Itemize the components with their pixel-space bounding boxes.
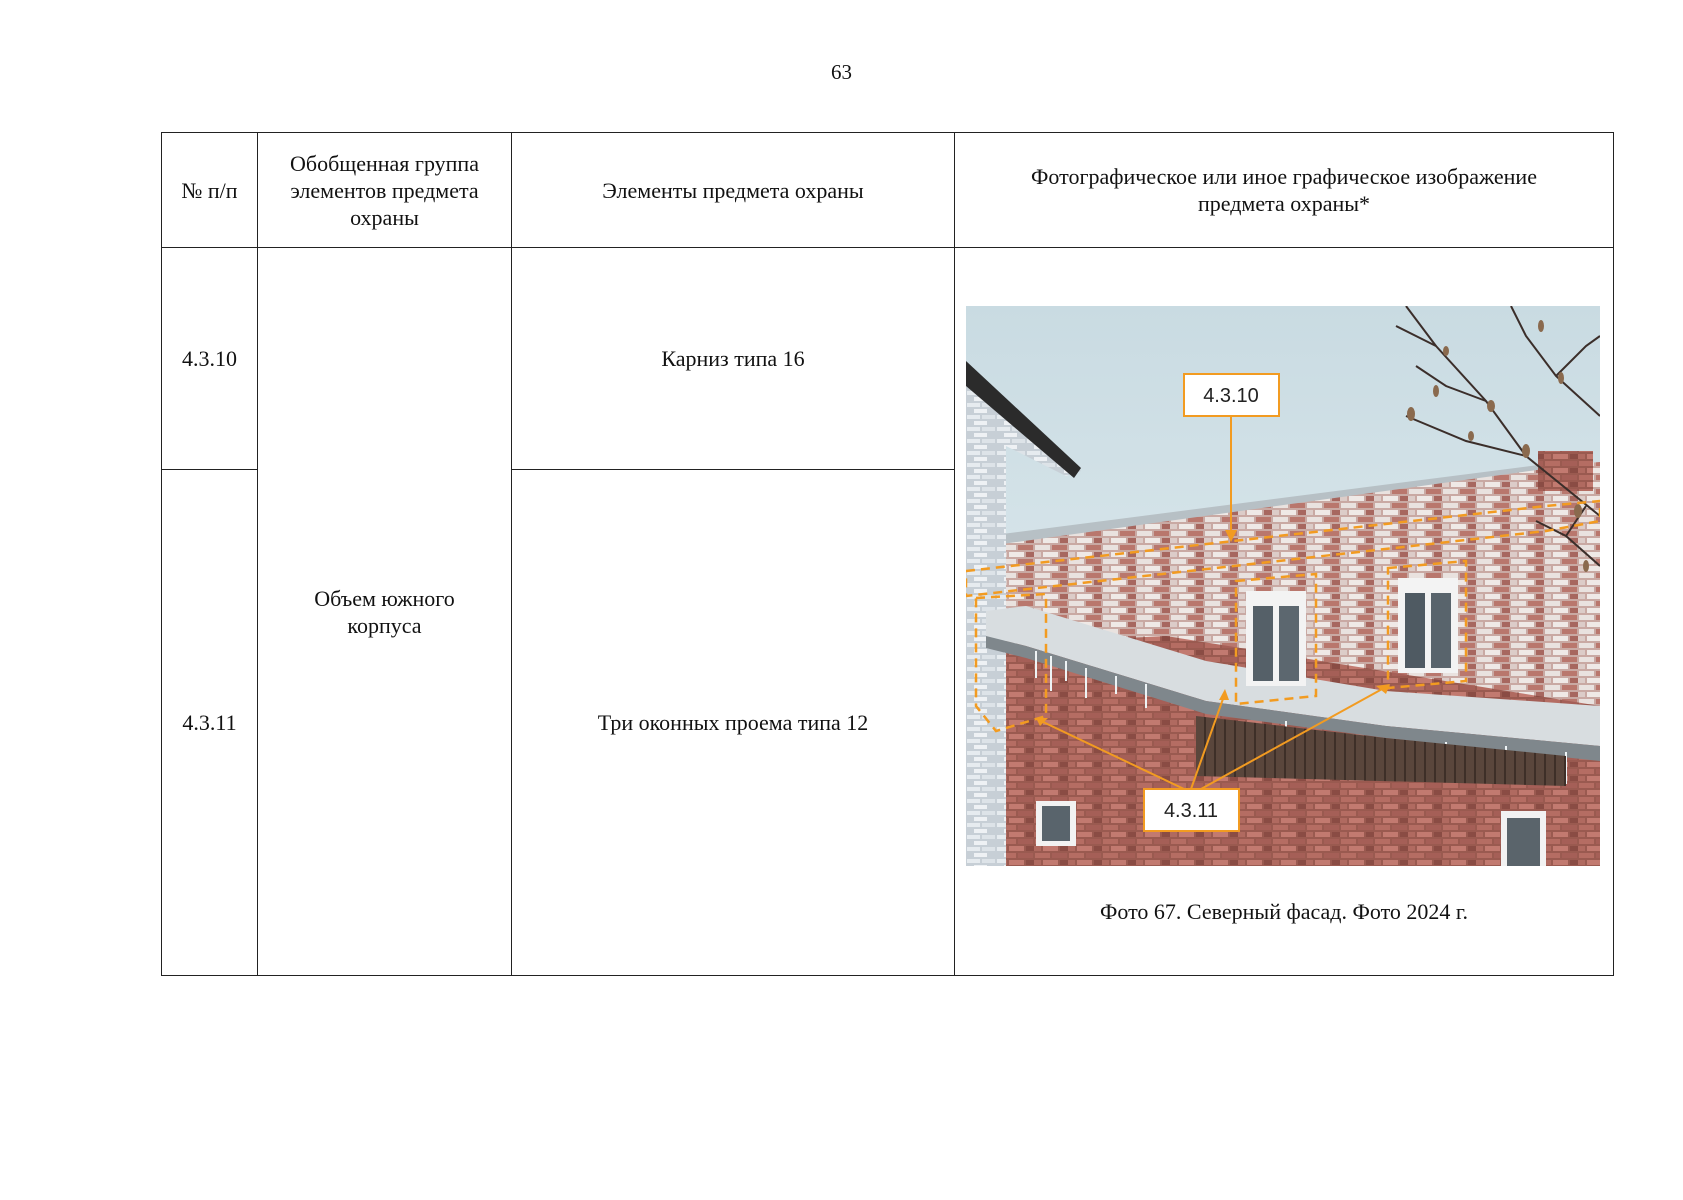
photo-cell <box>955 248 1614 976</box>
row-element: Карниз типа 16 <box>512 248 955 470</box>
header-num: № п/п <box>162 133 258 248</box>
header-elements: Элементы предмета охраны <box>512 133 955 248</box>
table-row <box>162 248 1614 470</box>
callout-label-4-3-10: 4.3.10 <box>1203 385 1259 407</box>
row-num: 4.3.11 <box>162 470 258 976</box>
row-element: Три оконных проема типа 12 <box>512 470 955 976</box>
callout-label-4-3-11: 4.3.11 <box>1163 800 1219 822</box>
row-num: 4.3.10 <box>162 248 258 470</box>
header-group: Обобщенная группа элементов предмета охраны <box>258 133 512 248</box>
page-number: 63 <box>831 60 852 84</box>
table-header-row <box>162 133 1614 248</box>
group-name: Объем южного корпуса <box>258 248 512 976</box>
header-image: Фотографическое или иное графическое изображение предмета охраны* <box>955 133 1614 248</box>
facade-photo <box>966 306 1600 866</box>
photo-caption: Фото 67. Северный фасад. Фото 2024 г. <box>1100 899 1468 924</box>
protection-table <box>161 132 1614 976</box>
